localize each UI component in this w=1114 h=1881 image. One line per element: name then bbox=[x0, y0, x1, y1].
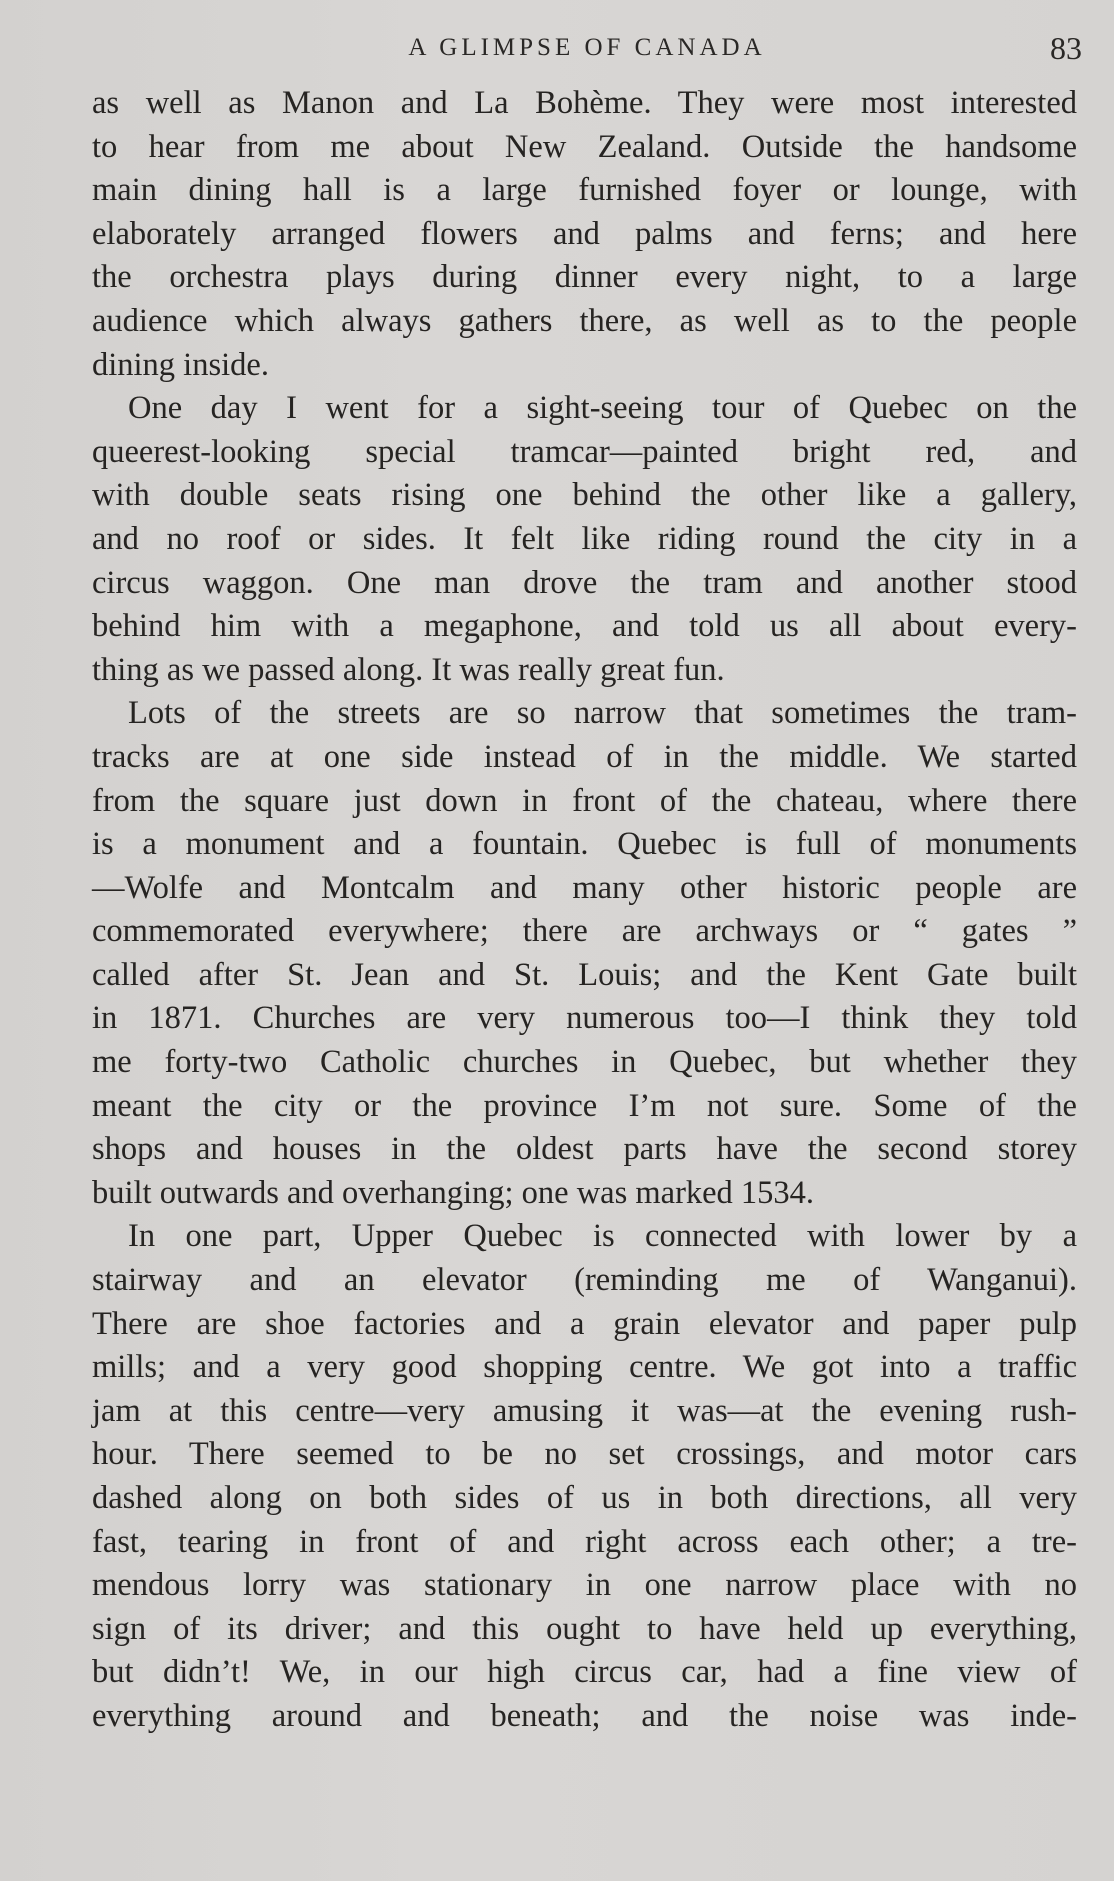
text-line: commemorated everywhere; there are archways or “ gates ” bbox=[92, 913, 1077, 950]
text-line: main dining hall is a large furnished foyer or lounge, with bbox=[92, 172, 1077, 209]
text-line: called after St. Jean and St. Louis; and the Kent Gate built bbox=[92, 956, 1077, 993]
text-line: mills; and a very good shopping centre. We got into a traffic bbox=[92, 1349, 1077, 1386]
paragraph-3 bbox=[92, 692, 1077, 1215]
text-line: sign of its driver; and this ought to have held up everything, bbox=[92, 1610, 1077, 1647]
text-line: tracks are at one side instead of in the middle. We started bbox=[92, 738, 1077, 775]
text-line: elaborately arranged flowers and palms and ferns; and here bbox=[92, 215, 1077, 252]
paragraph-4 bbox=[92, 1215, 1077, 1738]
body-text bbox=[92, 82, 1077, 1739]
text-line: dashed along on both sides of us in both directions, all very bbox=[92, 1480, 1077, 1516]
text-line: jam at this centre—very amusing it was—at the evening rush- bbox=[92, 1392, 1077, 1429]
text-line: built outwards and overhanging; one was marked 1534. bbox=[92, 1174, 815, 1211]
text-line: me forty-two Catholic churches in Quebec, but whether they bbox=[92, 1044, 1077, 1081]
text-line: thing as we passed along. It was really great fun. bbox=[92, 651, 725, 688]
text-line: but didn’t! We, in our high circus car, had a fine view of bbox=[92, 1654, 1077, 1691]
text-line: hour. There seemed to be no set crossings, and motor cars bbox=[92, 1436, 1077, 1473]
text-line: audience which always gathers there, as well as to the people bbox=[92, 302, 1077, 339]
text-line: queerest-looking special tramcar—painted bright red, and bbox=[92, 433, 1077, 470]
text-line: is a monument and a fountain. Quebec is full of monuments bbox=[92, 826, 1077, 863]
text-line: mendous lorry was stationary in one narrow place with no bbox=[92, 1567, 1077, 1604]
text-line: shops and houses in the oldest parts have the second storey bbox=[92, 1131, 1077, 1168]
text-line: There are shoe factories and a grain elevator and paper pulp bbox=[92, 1305, 1077, 1342]
page-number: 83 bbox=[1050, 30, 1082, 66]
text-line: from the square just down in front of the chateau, where there bbox=[92, 782, 1077, 819]
text-line: circus waggon. One man drove the tram and another stood bbox=[92, 564, 1077, 601]
text-line: dining inside. bbox=[92, 346, 269, 383]
text-line: as well as Manon and La Bohème. They were most interested bbox=[92, 85, 1077, 121]
text-line: behind him with a megaphone, and told us all about every- bbox=[92, 608, 1077, 645]
paragraph-2 bbox=[92, 387, 1077, 692]
running-head bbox=[92, 30, 1082, 70]
text-line: everything around and beneath; and the noise was inde- bbox=[92, 1697, 1077, 1734]
running-title: A GLIMPSE OF CANADA bbox=[408, 34, 766, 61]
text-line: to hear from me about New Zealand. Outside the handsome bbox=[92, 128, 1077, 165]
text-line: in 1871. Churches are very numerous too—I think they told bbox=[92, 1000, 1077, 1037]
text-line: meant the city or the province I’m not sure. Some of the bbox=[92, 1087, 1077, 1124]
text-line: In one part, Upper Quebec is connected with lower by a bbox=[128, 1218, 1077, 1255]
text-line: Lots of the streets are so narrow that sometimes the tram- bbox=[128, 695, 1077, 732]
text-line: the orchestra plays during dinner every night, to a large bbox=[92, 259, 1077, 296]
text-line: stairway and an elevator (reminding me of Wanganui). bbox=[92, 1262, 1077, 1299]
paragraph-1 bbox=[92, 82, 1077, 387]
text-line: fast, tearing in front of and right across each other; a tre- bbox=[92, 1523, 1077, 1560]
text-line: and no roof or sides. It felt like riding round the city in a bbox=[92, 520, 1077, 557]
text-line: One day I went for a sight-seeing tour of Quebec on the bbox=[128, 390, 1077, 427]
text-line: with double seats rising one behind the other like a gallery, bbox=[92, 477, 1077, 514]
text-line: —Wolfe and Montcalm and many other historic people are bbox=[92, 869, 1077, 906]
